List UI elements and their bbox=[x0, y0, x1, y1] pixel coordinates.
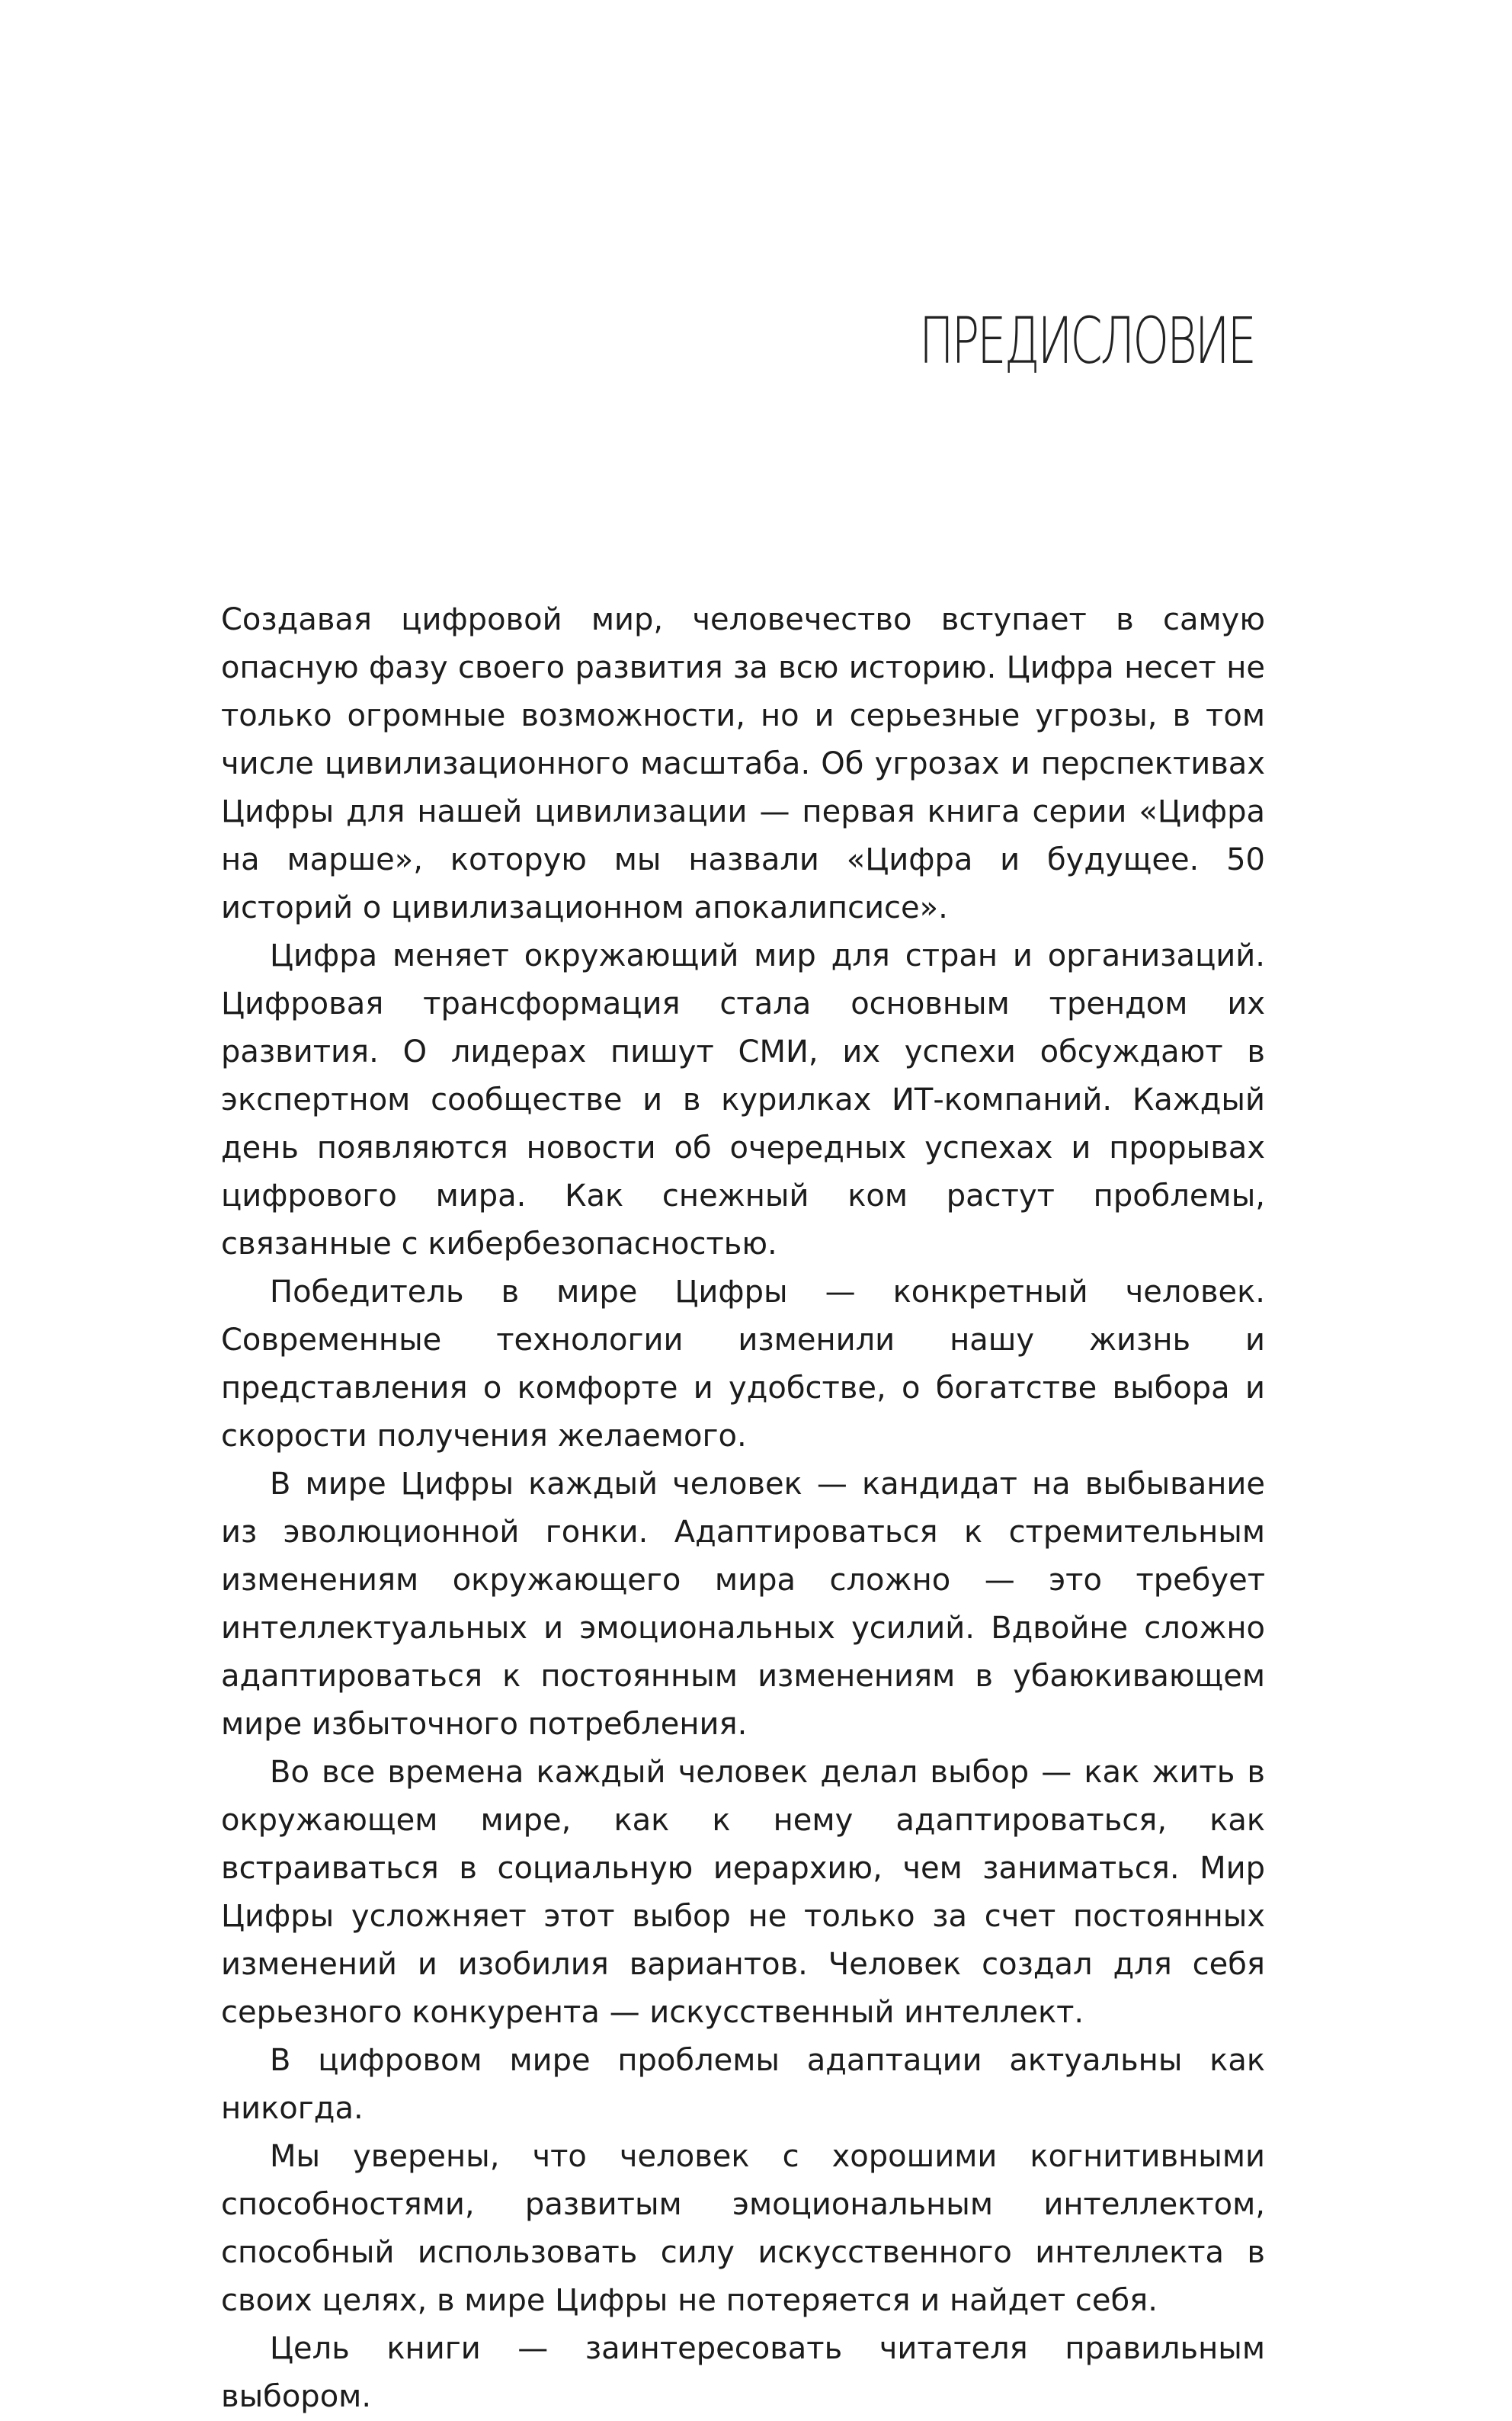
chapter-title: ПРЕДИСЛОВИЕ bbox=[919, 303, 1254, 378]
preface-body bbox=[221, 596, 1265, 2421]
paragraph-3: Победитель в мире Цифры — конкретный человек. Современные технологии изменили нашу жизнь и представления о комфорте и удобстве, о богатстве выбора и скорости получения желаемого. bbox=[221, 1275, 1265, 1454]
paragraph-5: Во все времена каждый человек делал выбор — как жить в окружающем мире, как к нему адаптироваться, как встраиваться в социальную иерархию, чем заниматься. Мир Цифры усложняет этот выбор не только за счет постоянных изменений и изобилия вариантов. Человек создал для себя серьезного конкурента — искусственный интеллект. bbox=[221, 1755, 1265, 2030]
paragraph-1: Создавая цифровой мир, человечество вступает в самую опасную фазу своего развития за всю историю. Цифра несет не только огромные возможности, но и серьезные угрозы, в том числе цивилизационного масштаба. Об угрозах и перспективах Цифры для нашей цивилизации — первая книга серии «Цифра на марше», которую мы назвали «Цифра и будущее. 50 историй о цивилизационном апокалипсисе». bbox=[221, 602, 1265, 925]
paragraph-8: Цель книги — заинтересовать читателя правильным выбором. bbox=[221, 2331, 1265, 2414]
paragraph-6: В цифровом мире проблемы адаптации актуальны как никогда. bbox=[221, 2043, 1265, 2126]
paragraph-4: В мире Цифры каждый человек — кандидат на выбывание из эволюционной гонки. Адаптироваться к стремительным изменениям окружающего мира сложно — это требует интеллектуальных и эмоциональных усилий. Вдвойне сложно адаптироваться к постоянным изменениям в убаюкивающем мире избыточного потребления. bbox=[221, 1467, 1265, 1742]
paragraph-2: Цифра меняет окружающий мир для стран и организаций. Цифровая трансформация стала основным трендом их развития. О лидерах пишут СМИ, их успехи обсуждают в экспертном сообществе и в курилках ИТ-компаний. Каждый день появляются новости об очередных успехах и прорывах цифрового мира. Как снежный ком растут проблемы, связанные с кибербезопасностью. bbox=[221, 938, 1265, 1262]
paragraph-7: Мы уверены, что человек с хорошими когнитивными способностями, развитым эмоциональным интеллектом, способный использовать силу искусственного интеллекта в своих целях, в мире Цифры не потеряется и найдет себя. bbox=[221, 2139, 1265, 2318]
